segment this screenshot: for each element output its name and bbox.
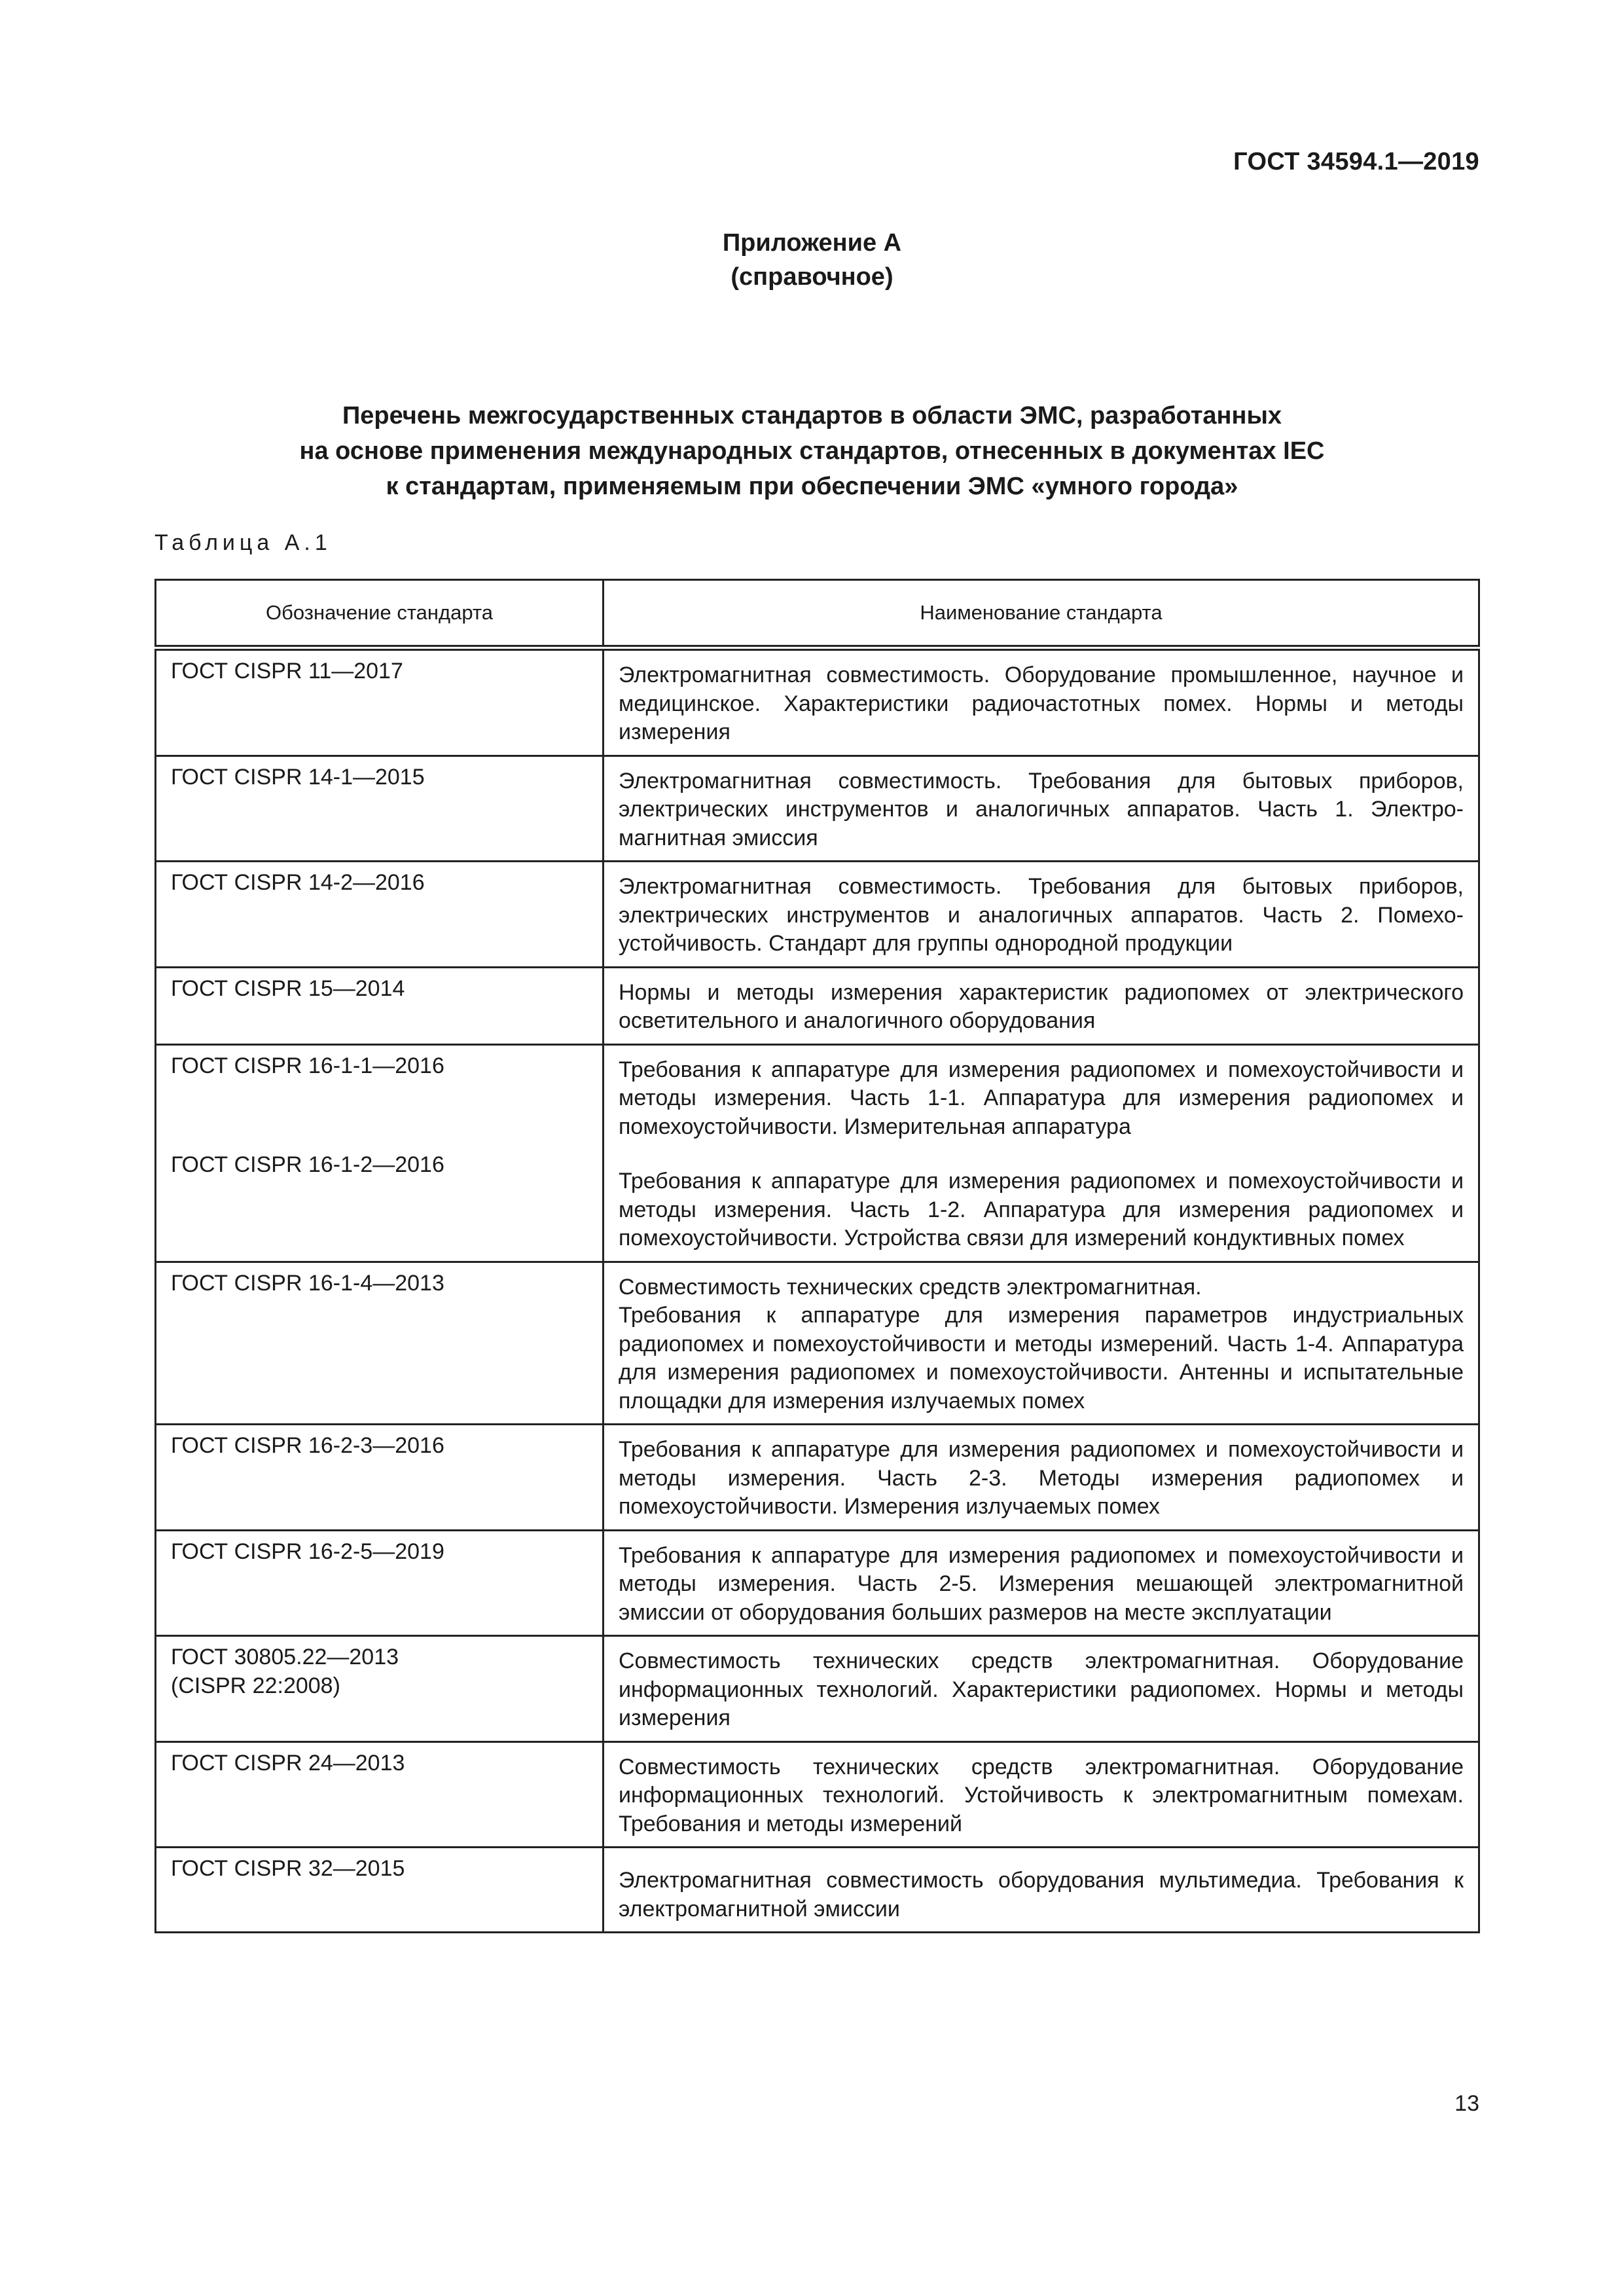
standard-name-continuation: Требования к аппаратуре для измерения параметров индустриальных радиопомех и помехоустойчивости и методы измерений. Часть 1-4. Аппаратура для измерения радиопомех и помехоустойчивости. Антенны и испытательные площадки для измерения излучаемых помех [619,1303,1464,1413]
standard-code: ГОСТ CISPR 11—2017 [156,648,604,756]
standard-code: ГОСТ CISPR 16-2-5—2019 [156,1530,604,1636]
appendix-kind: (справочное) [731,263,893,291]
table-row [156,1044,1479,1262]
standard-code: ГОСТ CISPR 16-1-1—2016 [171,1053,444,1078]
standard-code-group [156,1044,604,1262]
standard-code-group [156,1636,604,1742]
standard-code: ГОСТ CISPR 16-1-4—2013 [156,1262,604,1425]
standard-name: Совместимость технических средств электромагнитная. Оборудование информационных технологий. Устойчивость к электромагнитным помехам. Требования и методы измерений [604,1741,1479,1848]
standard-name: Требования к аппаратуре для измерения радиопомех и помехоустойчивости и методы измерения. Часть 1-1. Аппаратура для измерения радиопомех и помехоустойчивости. Измерительная аппаратура [619,1057,1464,1139]
standard-code: ГОСТ CISPR 16-1-2—2016 [171,1152,444,1177]
table-row [156,756,1479,862]
document-code: ГОСТ 34594.1—2019 [1233,148,1479,175]
standard-name: Электромагнитная совместимость. Оборудование промышленное, научное и медицинское. Характеристики радиочастотных помех. Нормы и методы измерения [604,648,1479,756]
standard-name: Совместимость технических средств электромагнитная. Оборудование информационных технологий. Характеристики радиопомех. Нормы и методы измерения [604,1636,1479,1742]
table-row [156,648,1479,756]
page-title [0,398,1624,504]
standard-name-group [604,1262,1479,1425]
table-row [156,1425,1479,1531]
standard-name: Совместимость технических средств электромагнитная. [619,1274,1202,1300]
standard-name: Электромагнитная совместимость. Требования для бытовых приборов, электрических инструментов и аналогичных аппаратов. Часть 1. Электромагнитная эмиссия [604,756,1479,862]
column-header-name: Наименование стандарта [604,580,1479,648]
standard-code: ГОСТ CISPR 14-1—2015 [156,756,604,862]
standard-name: Требования к аппаратуре для измерения радиопомех и помехоустойчивости и методы измерения. Часть 1-2. Аппаратура для измерения радиопомех и помехоустойчивости. Устройства связи для измерений кондуктивных помех [619,1169,1464,1250]
standard-code: ГОСТ CISPR 32—2015 [156,1848,604,1933]
table-row [156,1262,1479,1425]
table-label: Таблица А.1 [154,530,332,555]
table-row [156,1848,1479,1933]
table-row [156,1636,1479,1742]
table-row [156,967,1479,1044]
appendix-heading [0,226,1624,294]
standard-name: Электромагнитная совместимость. Требования для бытовых приборов, электрических инструментов и аналогичных аппаратов. Часть 2. Помехоустойчивость. Стандарт для группы однородной продукции [604,862,1479,968]
standard-code-line2: (CISPR 22:2008) [171,1673,340,1698]
table-row [156,1741,1479,1848]
standard-name: Электромагнитная совместимость оборудования мультимедиа. Требования к электромагнитной эмиссии [604,1848,1479,1933]
standard-code: ГОСТ 30805.22—2013 [171,1645,399,1669]
standard-name: Требования к аппаратуре для измерения радиопомех и помехоустойчивости и методы измерения. Часть 2-3. Методы измерения радиопомех и помехоустойчивости. Измерения излучаемых помех [604,1425,1479,1531]
page-number: 13 [1454,2091,1479,2116]
table-row [156,862,1479,968]
standard-code: ГОСТ CISPR 14-2—2016 [156,862,604,968]
standard-name: Нормы и методы измерения характеристик радиопомех от электрического осветительного и аналогичного оборудования [604,967,1479,1044]
title-line: к стандартам, применяемым при обеспечении ЭМС «умного города» [386,473,1238,500]
standards-table [154,579,1480,1933]
standard-code: ГОСТ CISPR 16-2-3—2016 [156,1425,604,1531]
title-line: Перечень межгосударственных стандартов в области ЭМС, разработанных [342,402,1282,429]
column-header-designation: Обозначение стандарта [156,580,604,648]
title-line: на основе применения международных стандартов, отнесенных в документах IEC [299,437,1325,465]
standard-code: ГОСТ CISPR 24—2013 [156,1741,604,1848]
standard-name: Требования к аппаратуре для измерения радиопомех и помехоустойчивости и методы измерения. Часть 2-5. Измерения мешающей электромагнитной эмиссии от оборудования больших размеров на месте эксплуатации [604,1530,1479,1636]
table-header-row [156,580,1479,648]
table-row [156,1530,1479,1636]
standard-code: ГОСТ CISPR 15—2014 [156,967,604,1044]
standard-name-group [604,1044,1479,1262]
appendix-label: Приложение А [722,229,902,257]
